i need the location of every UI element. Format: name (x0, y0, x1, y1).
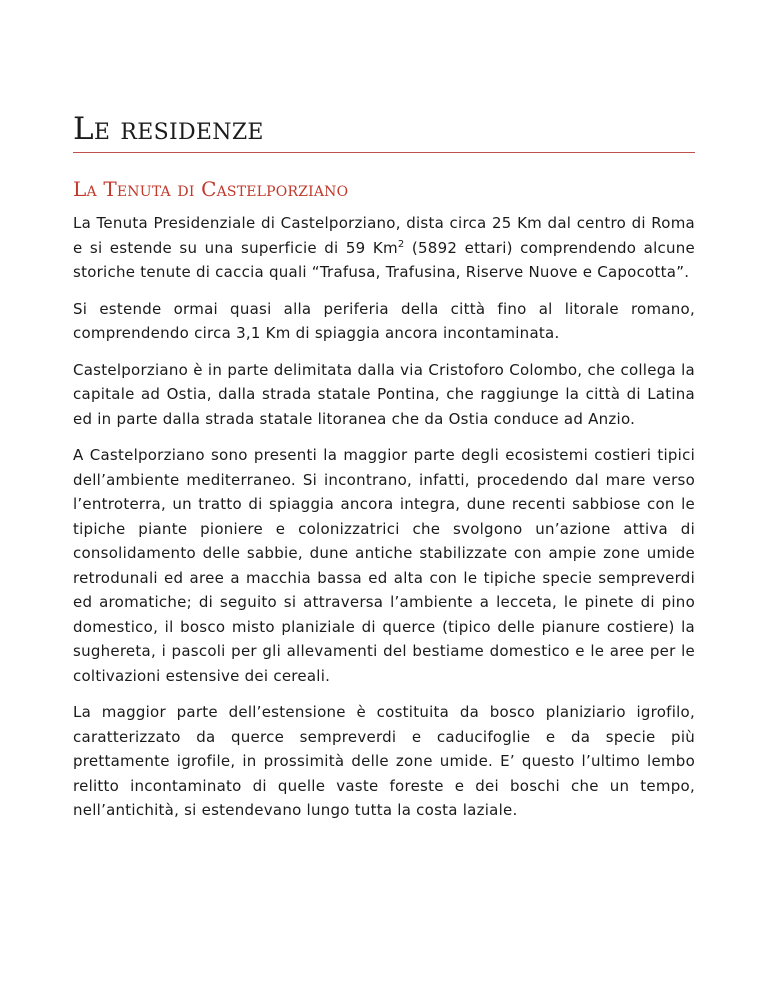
paragraph-3: Castelporziano è in parte delimitata dalla via Cristoforo Colombo, che collega la capitale ad Ostia, dalla strada statale Pontina, che raggiunge la città di Latina ed in parte dalla strada statale litoranea che da Ostia conduce ad Anzio. (73, 360, 695, 428)
section-title: La Tenuta di Castelporziano (73, 177, 349, 201)
chapter-title: Le residenze (73, 110, 695, 153)
document-page (73, 110, 695, 835)
paragraph-4: A Castelporziano sono presenti la maggior parte degli ecosistemi costieri tipici dell’ambiente mediterraneo. Si incontrano, infatti, procedendo dal mare verso l’entroterra, un tratto di spiaggia ancora integra, dune recenti sabbiose con le tipiche piante pioniere e colonizzatrici che svolgono un’azione attiva di consolidamento delle sabbie, dune antiche stabilizzate con ampie zone umide retrodunali ed aree a macchia bassa ed alta con le tipiche specie sempreverdi ed aromatiche; di seguito si attraversa l’ambiente a lecceta, le pinete di pino domestico, il bosco misto planiziale di querce (tipico delle pianure costiere) la sughereta, i pascoli per gli allevamenti del bestiame domestico e le aree per le coltivazioni estensive dei cereali. (73, 446, 695, 685)
paragraph-2: Si estende ormai quasi alla periferia della città fino al litorale romano, comprendendo circa 3,1 Km di spiaggia ancora incontaminata. (73, 299, 695, 342)
paragraph-1 (73, 211, 695, 285)
paragraph-1-text-end: (5892 ettari) comprendendo alcune storiche tenute di caccia quali “Trafusa, Trafusina, Riserve Nuove e Capocotta”. (73, 238, 695, 281)
superscript-2: 2 (397, 238, 405, 250)
paragraph-1-text: La Tenuta Presidenziale di Castelporziano, dista circa 25 Km dal centro di Roma e si estende su una superficie di 59 Km (73, 214, 695, 257)
paragraph-5: La maggior parte dell’estensione è costituita da bosco planiziario igrofilo, caratterizzato da querce sempreverdi e caducifoglie e da specie più prettamente igrofile, in prossimità delle zone umide. E’ questo l’ultimo lembo relitto incontaminato di quelle vaste foreste e dei boschi che un tempo, nell’antichità, si estendevano lungo tutta la costa laziale. (73, 703, 695, 819)
